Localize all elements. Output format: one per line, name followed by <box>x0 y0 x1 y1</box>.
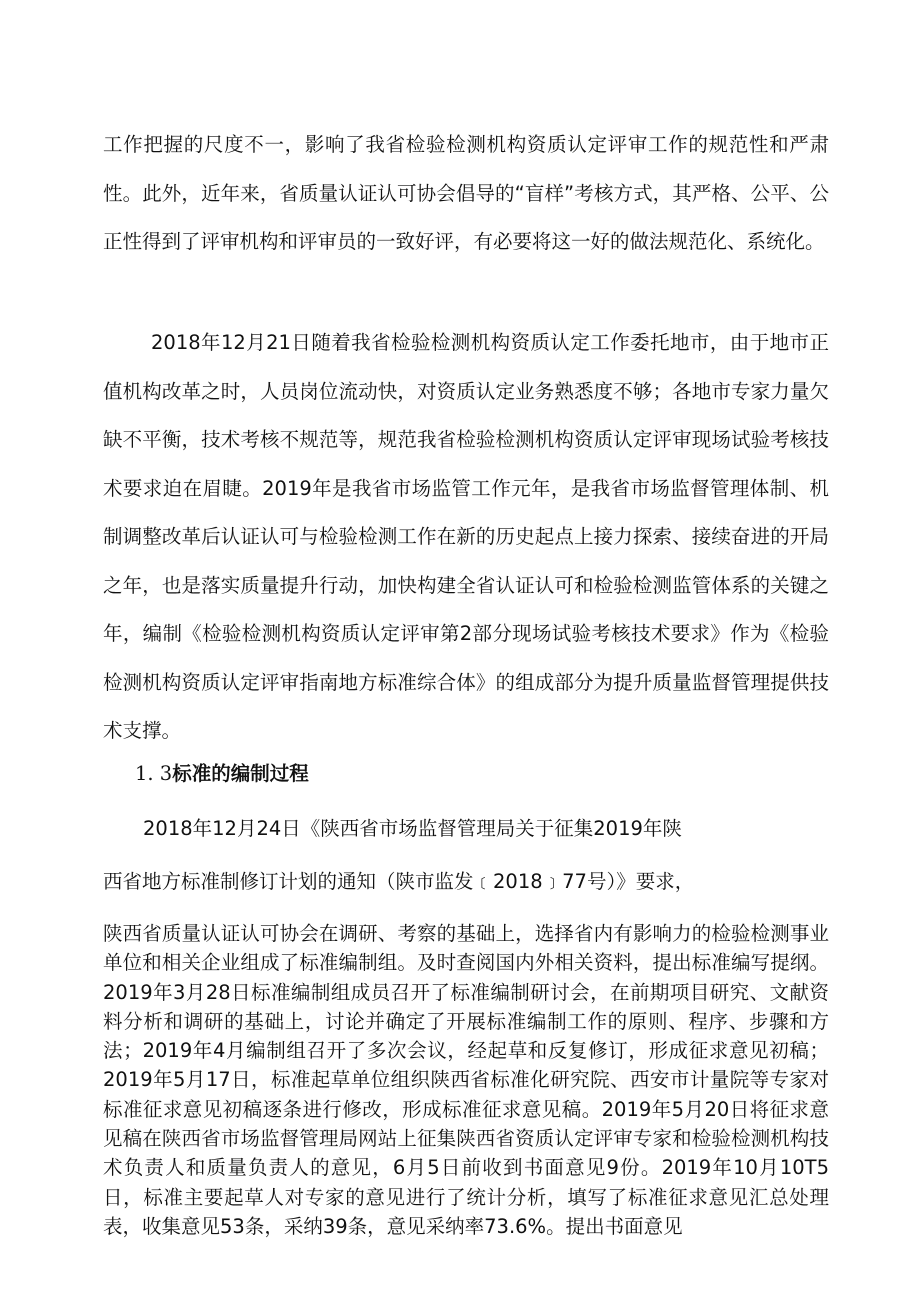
paragraph-process: 陕西省质量认证认可协会在调研、考察的基础上，选择省内有影响力的检验检测事业单位和相关企业组成了标准编制组。及时查阅国内外相关资料，提出标准编写提纲。2019年3月28日标准编制组成员召开了标准编制研讨会，在前期项目研究、文献资料分析和调研的基础上，讨论并确定了开展标准编制工作的原则、程序、步骤和方法；2019年4月编制组召开了多次会议，经起草和反复修订，形成征求意见初稿；2019年5月17日，标准起草单位组织陕西省标准化研究院、西安市计量院等专家对标准征求意见初稿逐条进行修改，形成标准征求意见稿。2019年5月20日将征求意见稿在陕西省市场监督管理局网站上征集陕西省资质认定评审专家和检验检测机构技术负责人和质量负责人的意见，6月5日前收到书面意见9份。2019年10月10T5日，标准主要起草人对专家的意见进行了统计分析，填写了标准征求意见汇总处理表，收集意见53条，采纳39条，意见采纳率73.6%。提出书面意见 <box>103 922 829 1238</box>
paragraph-background: 工作把握的尺度不一，影响了我省检验检测机构资质认定评审工作的规范性和严肃性。此外，近年来，省质量认证认可协会倡导的“盲样”考核方式，其严格、公平、公正性得到了评审机构和评审员的一致好评，有必要将这一好的做法规范化、系统化。 <box>103 133 829 253</box>
section-number: 1. 3 <box>135 762 173 785</box>
paragraph-notice-line-1: 2018年12月24日《陕西省市场监督管理局关于征集2019年陕 <box>143 817 682 840</box>
paragraph-context: 2018年12月21日随着我省检验检测机构资质认定工作委托地市，由于地市正值机构改革之时，人员岗位流动快，对资质认定业务熟悉度不够；各地市专家力量欠缺不平衡，技术考核不规范等，规范我省检验检测机构资质认定评审现场试验考核技术要求迫在眉睫。2019年是我省市场监管工作元年，是我省市场监督管理体制、机制调整改革后认证认可与检验检测工作在新的历史起点上接力探索、接续奋进的开局之年，也是落实质量提升行动，加快构建全省认证认可和检验检测监管体系的关键之年，编制《检验检测机构资质认定评审第2部分现场试验考核技术要求》作为《检验检测机构资质认定评审指南地方标准综合体》的组成部分为提升质量监督管理提供技术支撑。 <box>103 331 829 742</box>
section-heading <box>135 758 309 790</box>
section-title: 标准的编制过程 <box>172 762 309 785</box>
paragraph-notice-line-2: 西省地方标准制修订计划的通知（陕市监发﹝2018﹞77号）》要求， <box>103 870 695 893</box>
